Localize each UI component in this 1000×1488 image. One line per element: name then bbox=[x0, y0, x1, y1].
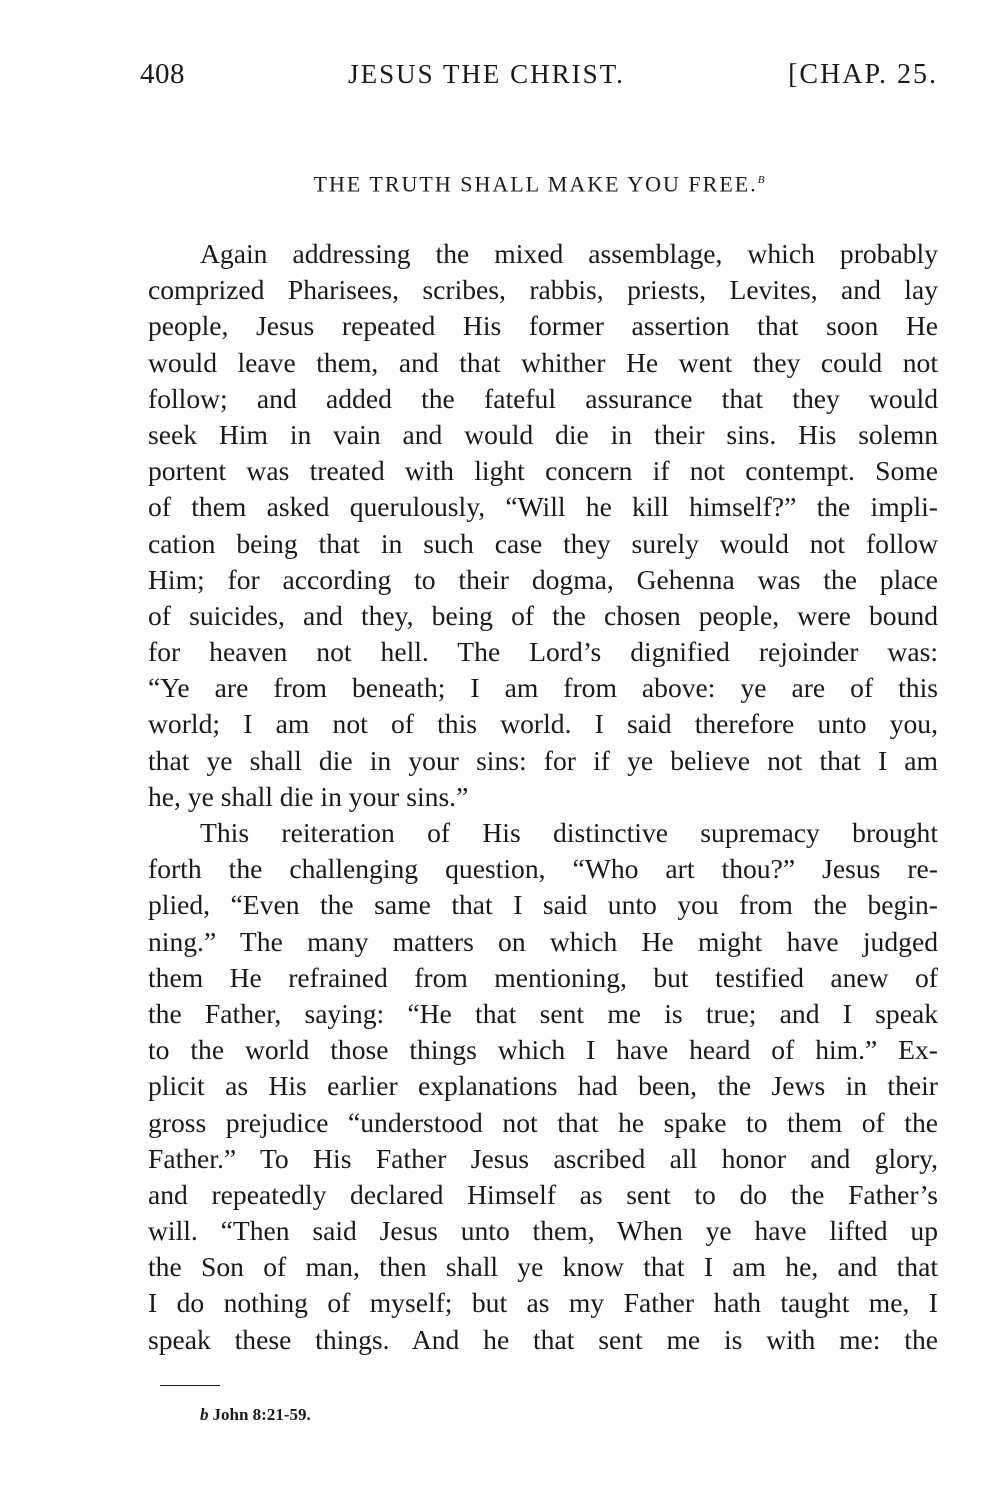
text-line: that ye shall die in your sins: for if ye believe not that I am bbox=[148, 744, 938, 776]
running-title: JESUS THE CHRIST. bbox=[348, 59, 625, 89]
text-line: plied, “Even the same that I said unto you from the begin- bbox=[148, 889, 938, 921]
text-line: plicit as His earlier explanations had been, the Jews in their bbox=[148, 1070, 938, 1102]
section-heading bbox=[140, 170, 938, 197]
text-line: for heaven not hell. The Lord’s dignified rejoinder was: bbox=[148, 636, 938, 668]
text-line: would leave them, and that whither He went they could not bbox=[148, 346, 938, 378]
paragraph-1 bbox=[148, 236, 938, 815]
text-line: the Son of man, then shall ye know that I am he, and that bbox=[148, 1251, 938, 1283]
text-line: forth the challenging question, “Who art thou?” Jesus re- bbox=[148, 853, 938, 885]
text-line: them He refrained from mentioning, but testified anew of bbox=[148, 961, 938, 993]
text-line: gross prejudice “understood not that he spake to them of the bbox=[148, 1106, 938, 1138]
page-header bbox=[140, 58, 938, 98]
text-line: “Ye are from beneath; I am from above: ye are of this bbox=[148, 672, 938, 704]
text-line: cation being that in such case they surely would not follow bbox=[148, 527, 938, 559]
chapter-reference: [CHAP. 25. bbox=[788, 59, 938, 90]
paragraph-2 bbox=[148, 815, 938, 1358]
section-footnote-mark: b bbox=[757, 170, 765, 187]
text-line: the Father, saying: “He that sent me is true; and I speak bbox=[148, 997, 938, 1029]
text-line: Father.” To His Father Jesus ascribed all honor and glory, bbox=[148, 1142, 938, 1174]
text-line: This reiteration of His distinctive supremacy brought bbox=[200, 817, 938, 848]
section-title: THE TRUTH SHALL MAKE YOU FREE. bbox=[313, 171, 758, 197]
body-text bbox=[148, 236, 938, 1358]
text-line: I do nothing of myself; but as my Father hath taught me, I bbox=[148, 1287, 938, 1319]
footnote-divider bbox=[160, 1385, 220, 1386]
text-line: comprized Pharisees, scribes, rabbis, priests, Levites, and lay bbox=[148, 274, 938, 306]
text-line: portent was treated with light concern if not contempt. Some bbox=[148, 455, 938, 487]
page-number: 408 bbox=[140, 58, 185, 90]
footnote-text: John 8:21-59. bbox=[212, 1405, 311, 1424]
text-line: Again addressing the mixed assemblage, which probably bbox=[200, 238, 938, 269]
text-line: and repeatedly declared Himself as sent to do the Father’s bbox=[148, 1178, 938, 1210]
text-line: people, Jesus repeated His former assertion that soon He bbox=[148, 310, 938, 342]
footnote-mark: b bbox=[200, 1405, 209, 1424]
text-line: speak these things. And he that sent me is with me: the bbox=[148, 1323, 938, 1355]
text-line: of suicides, and they, being of the chosen people, were bound bbox=[148, 599, 938, 631]
text-line: ning.” The many matters on which He might have judged bbox=[148, 925, 938, 957]
text-line: will. “Then said Jesus unto them, When ye have lifted up bbox=[148, 1215, 938, 1247]
text-line: to the world those things which I have heard of him.” Ex- bbox=[148, 1034, 938, 1066]
text-line: of them asked querulously, “Will he kill himself?” the impli- bbox=[148, 491, 938, 523]
text-line: seek Him in vain and would die in their sins. His solemn bbox=[148, 418, 938, 450]
text-line: he, ye shall die in your sins.” bbox=[148, 780, 469, 812]
text-line: Him; for according to their dogma, Gehenna was the place bbox=[148, 563, 938, 595]
text-line: follow; and added the fateful assurance that they would bbox=[148, 382, 938, 414]
text-line: world; I am not of this world. I said therefore unto you, bbox=[148, 708, 938, 740]
footnote bbox=[200, 1405, 311, 1425]
